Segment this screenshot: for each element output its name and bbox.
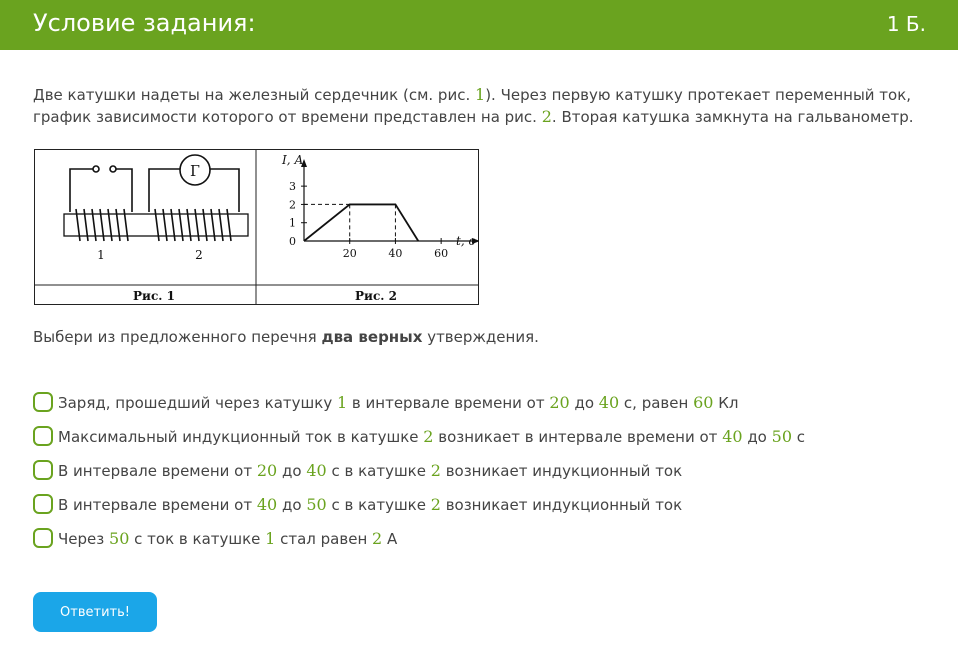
answer-option-label [58,393,738,412]
task-text [33,84,933,128]
option-text-part: в интервале времени от [347,393,550,412]
option-number: 2 [423,426,434,446]
answer-option-label [58,529,397,548]
answer-option-1[interactable] [33,385,805,419]
option-text-part: Максимальный индукционный ток в катушке [58,427,424,446]
galvanometer-label: Г [190,162,200,180]
option-number: 50 [306,494,327,514]
submit-button[interactable]: Ответить! [33,592,157,632]
task-text-part: ). Через первую катушку протекает переменный ток, [485,86,912,104]
x-tick-label: 40 [388,247,403,260]
answer-option-4[interactable] [33,487,805,521]
option-text-part: с, равен [619,393,694,412]
answer-options [33,385,805,555]
option-number: 40 [256,494,278,514]
option-text-part: до [742,427,772,446]
option-text-part: Заряд, прошедший через катушку [58,393,337,412]
option-text-part: с в катушке [326,495,431,514]
answer-option-label [58,427,805,446]
coil1-terminal [110,166,116,172]
checkbox[interactable] [33,494,53,514]
option-number: 1 [265,528,276,548]
option-number: 2 [430,494,441,514]
answer-option-3[interactable] [33,453,805,487]
task-title: Условие задания: [33,9,256,37]
task-number: 1 [475,85,486,104]
y-tick-label: 3 [289,180,296,194]
option-number: 20 [549,392,570,412]
option-text-part: стал равен [275,529,373,548]
option-number: 40 [598,392,620,412]
y-tick-label: 1 [289,216,296,230]
coil2-label: 2 [195,248,203,262]
task-header [0,0,958,50]
checkbox[interactable] [33,460,53,480]
x-tick-label: 20 [342,247,357,260]
option-text-part: с ток в катушке [129,529,266,548]
task-figure [34,149,479,305]
option-text-part: с [792,427,806,446]
option-text-part: В интервале времени от [58,495,257,514]
checkbox[interactable] [33,426,53,446]
option-number: 40 [722,426,743,446]
origin-label: 0 [289,235,296,248]
option-text-part: В интервале времени от [58,461,257,480]
prompt-text: утверждения. [422,328,539,346]
option-text-part: до [277,461,307,480]
coil1-terminal [93,166,99,172]
task-points: 1 Б. [886,12,926,36]
prompt-emphasis: два верных [321,328,423,346]
answer-option-2[interactable] [33,419,805,453]
option-text-part: А [382,529,398,548]
figure2-caption: Рис. 2 [355,289,397,303]
answer-option-label [58,495,682,514]
task-text-part: график зависимости которого от времени представлен на рис. [33,108,542,126]
option-number: 40 [306,460,327,480]
x-tick-label: 60 [434,247,449,260]
option-text-part: до [277,495,307,514]
choice-prompt [33,328,539,346]
option-text-part: с в катушке [326,461,431,480]
option-number: 1 [336,392,348,412]
y-tick-label: 2 [289,198,296,212]
checkbox[interactable] [33,392,53,412]
option-number: 20 [256,460,278,480]
option-text-part: возникает индукционный ток [440,495,683,514]
answer-option-label [58,461,682,480]
checkbox[interactable] [33,528,53,548]
option-number: 2 [372,528,383,548]
task-text-part: Две катушки надеты на железный сердечник (см. рис. [33,86,475,104]
answer-option-5[interactable] [33,521,805,555]
y-axis-label: I, А [282,153,304,167]
task-text-part: . Вторая катушка замкнута на гальванометр. [551,108,914,126]
option-text-part: Кл [713,393,739,412]
option-number: 50 [109,528,130,548]
figure1-caption: Рис. 1 [133,289,175,303]
option-text-part: возникает индукционный ток [440,461,683,480]
option-text-part: возникает в интервале времени от [433,427,723,446]
option-text-part: до [569,393,599,412]
task-number: 2 [541,107,552,126]
prompt-text: Выбери из предложенного перечня [33,328,322,346]
coil1-label: 1 [97,248,105,262]
option-number: 60 [693,392,714,412]
option-number: 2 [430,460,441,480]
option-text-part: Через [58,529,110,548]
x-axis-label: t, с [456,234,476,248]
option-number: 50 [771,426,792,446]
